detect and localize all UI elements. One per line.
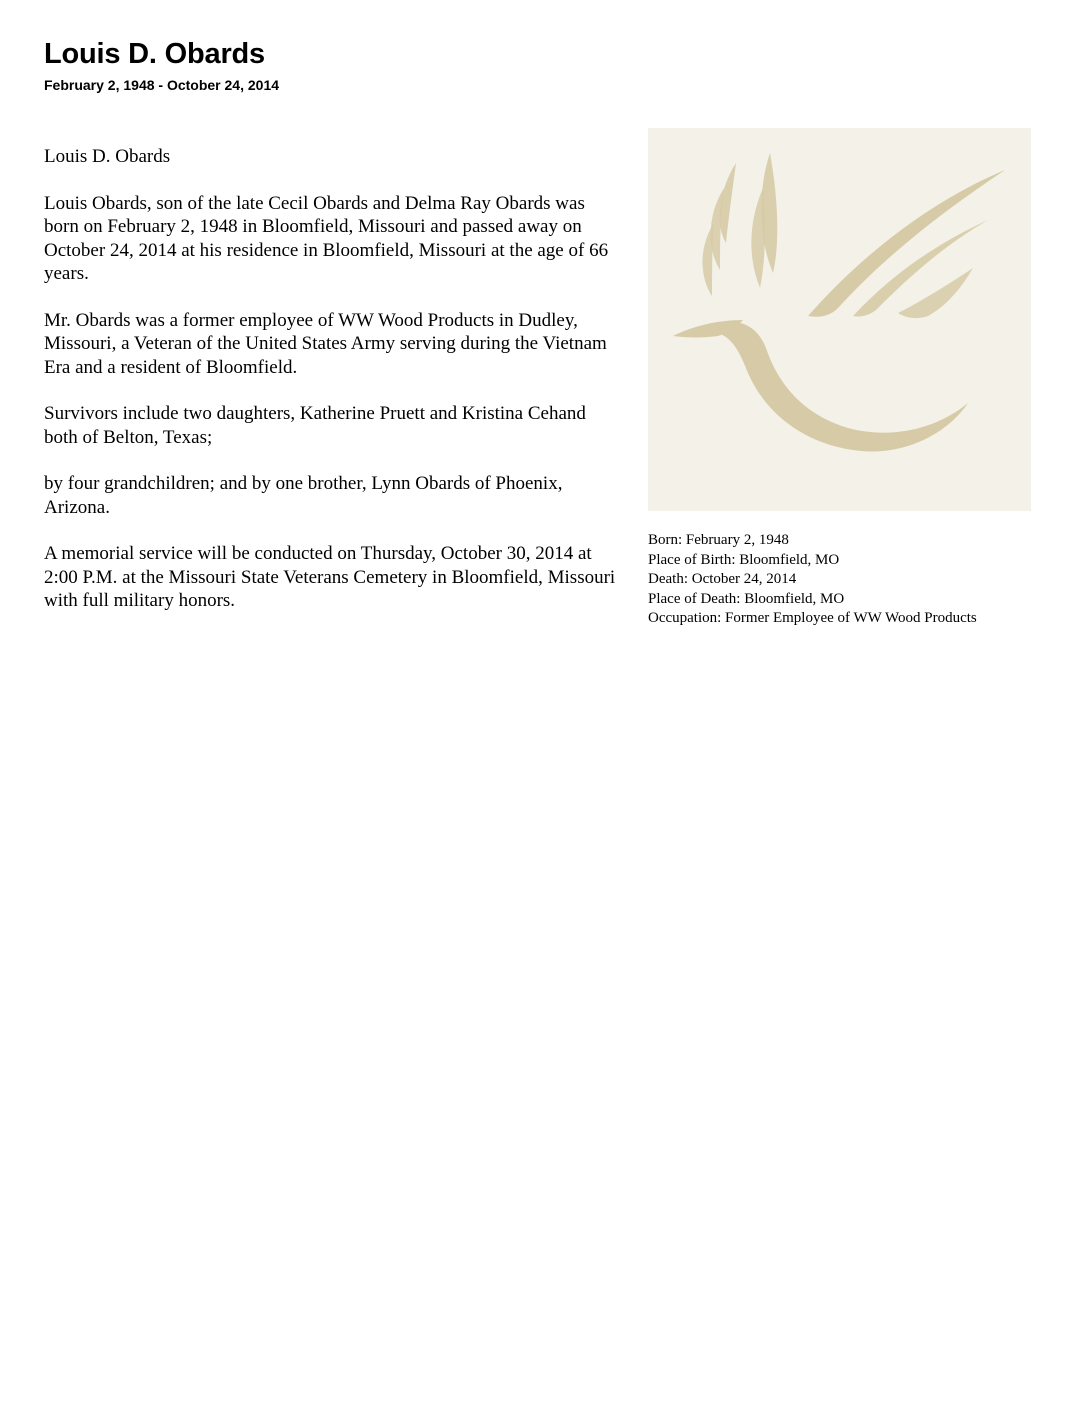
obituary-paragraph-relatives: by four grandchildren; and by one brother, Lynn Obards of Phoenix, Arizona. <box>44 473 563 518</box>
obituary-text <box>44 145 624 636</box>
vital-facts <box>648 531 1068 629</box>
obituary-paragraph-name: Louis D. Obards <box>44 146 171 167</box>
obituary-paragraph-career: Mr. Obards was a former employee of WW Wood Products in Dudley, Missouri, a Veteran of the United States Army serving during the Vietnam Era and a resident of Bloomfield. <box>44 309 607 378</box>
dove-icon <box>648 128 1031 511</box>
fact-born: Born: February 2, 1948 <box>648 532 789 548</box>
memorial-photo <box>648 128 1031 511</box>
life-dates: February 2, 1948 - October 24, 2014 <box>44 77 280 93</box>
fact-place-of-birth: Place of Birth: Bloomfield, MO <box>648 551 840 568</box>
page-title: Louis D. Obards <box>44 38 265 70</box>
fact-occupation: Occupation: Former Employee of WW Wood Products <box>648 610 977 626</box>
fact-place-of-death: Place of Death: Bloomfield, MO <box>648 590 845 607</box>
fact-death: Death: October 24, 2014 <box>648 571 797 587</box>
obituary-paragraph-service: A memorial service will be conducted on Thursday, October 30, 2014 at 2:00 P.M. at the Missouri State Veterans Cemetery in Bloomfield, Missouri with full military honors. <box>44 543 616 611</box>
obituary-paragraph-survivors: Survivors include two daughters, Katherine Pruett and Kristina Cehand both of Belton, Texas; <box>44 403 586 448</box>
obituary-paragraph-biography: Louis Obards, son of the late Cecil Obards and Delma Ray Obards was born on February 2, 1948 in Bloomfield, Missouri and passed away on October 24, 2014 at his residence in Bloomfield, Missouri at the age of 66 years. <box>44 192 609 284</box>
obituary-header <box>44 36 644 94</box>
